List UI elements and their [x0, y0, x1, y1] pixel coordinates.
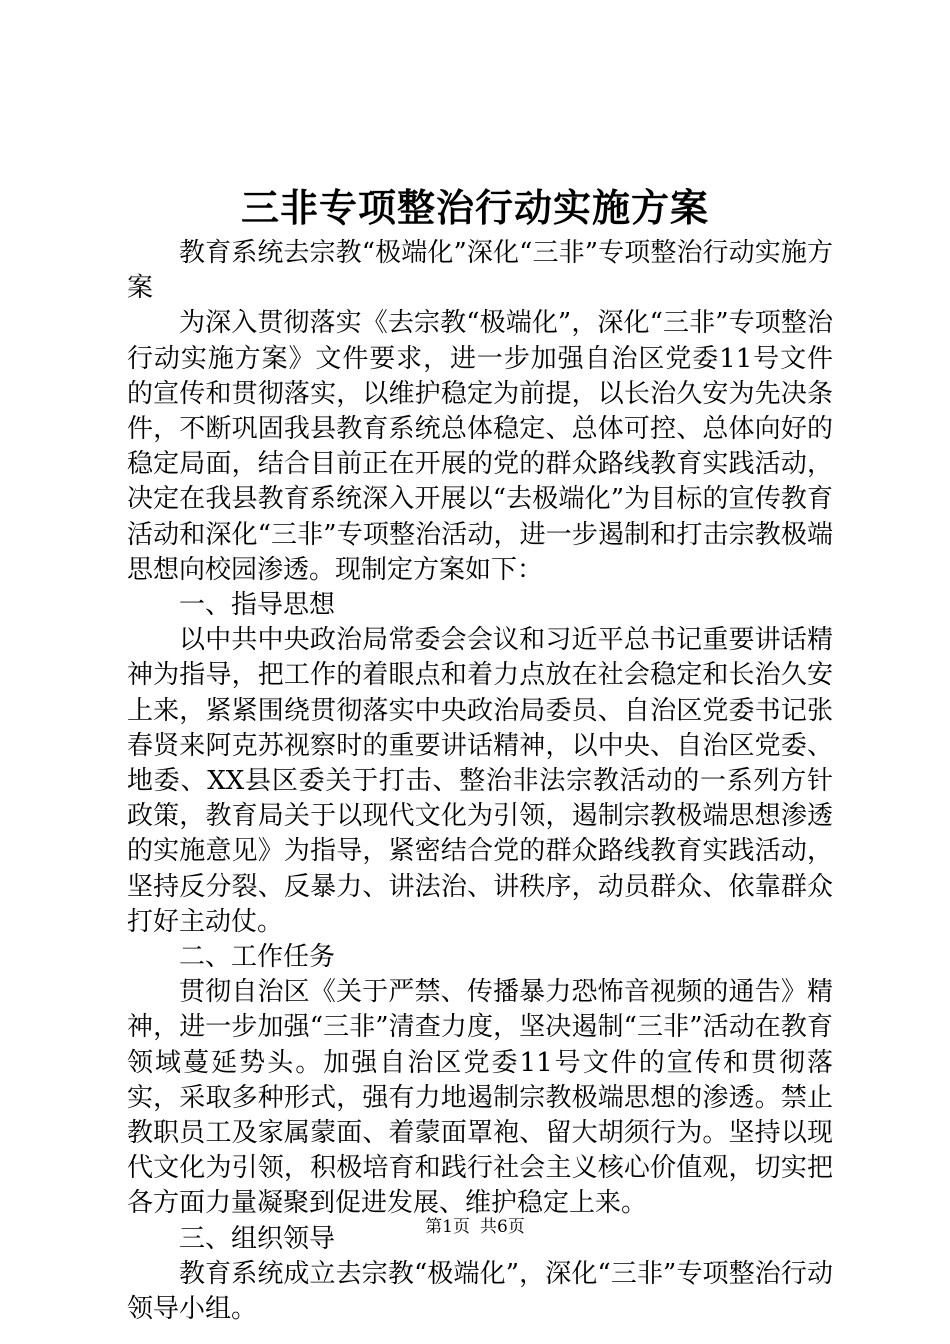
- leadership-paragraph: 教育系统成立去宗教“极端化”，深化“三非”专项整治行动领导小组。: [127, 1258, 833, 1325]
- page-number: 第1页: [425, 1217, 470, 1237]
- intro-paragraph: 教育系统去宗教“极端化”深化“三非”专项整治行动实施方案: [127, 238, 833, 304]
- section-heading-guiding-ideology: 一、指导思想: [179, 590, 336, 621]
- section-heading-leadership: 三、组织领导: [179, 1223, 336, 1254]
- document-title: 三非专项整治行动实施方案: [240, 185, 709, 230]
- purpose-paragraph: 为深入贯彻落实《去宗教“极端化”，深化“三非”专项整治行动实施方案》文件要求，进一步加强自治区党委11号文件的宣传和贯彻落实，以维护稳定为前提，以长治久安为先决条件，不断巩固我县教育系统总体稳定、总体可控、总体向好的稳定局面，结合目前正在开展的党的群众路线教育实践活动，决定在我县教育系统深入开展以“去极端化”为目标的宣传教育活动和深化“三非”专项整治活动，进一步遏制和打击宗教极端思想向校园渗透。现制定方案如下：: [127, 308, 833, 585]
- section-heading-tasks: 二、工作任务: [179, 942, 336, 973]
- guiding-ideology-paragraph: 以中共中央政治局常委会会议和习近平总书记重要讲话精神为指导，把工作的着眼点和着力点放在社会稳定和长治久安上来，紧紧围绕贯彻落实中央政治局委员、自治区党委书记张春贤来阿克苏视察时的重要讲话精神，以中央、自治区党委、地委、XX县区委关于打击、整治非法宗教活动的一系列方针政策，教育局关于以现代文化为引领，遏制宗教极端思想渗透的实施意见》为指导，紧密结合党的群众路线教育实践活动，坚持反分裂、反暴力、讲法治、讲秩序，动员群众、依靠群众打好主动仗。: [127, 625, 833, 937]
- document-body: [127, 236, 833, 1327]
- tasks-paragraph: 贯彻自治区《关于严禁、传播暴力恐怖音视频的通告》精神，进一步加强“三非”清查力度，坚决遏制“三非”活动在教育领域蔓延势头。加强自治区党委11号文件的宣传和贯彻落实，采取多种形式，强有力地遏制宗教极端思想的渗透。禁止教职员工及家属蒙面、着蒙面罩袍、留大胡须行为。坚持以现代文化为引领，积极培育和践行社会主义核心价值观，切实把各方面力量凝聚到促进发展、维护稳定上来。: [127, 977, 833, 1219]
- page-total: 共6页: [480, 1217, 525, 1237]
- page-footer: [0, 1214, 950, 1240]
